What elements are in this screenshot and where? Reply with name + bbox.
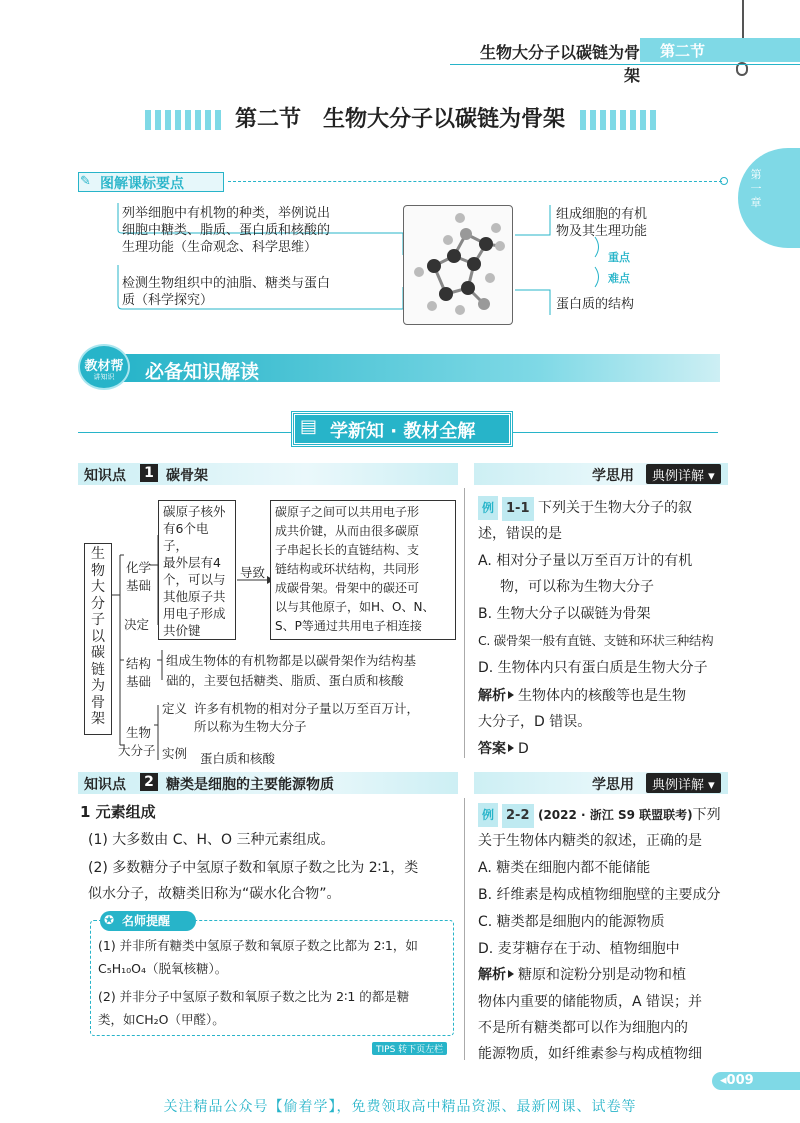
example1-number: 1-1 xyxy=(502,497,534,521)
outline-heading: 图解课标要点 xyxy=(100,176,184,192)
column-divider-1 xyxy=(464,488,465,758)
elements-line-2: (2) 多数糖分子中氢原子数和氧原子数之比为 2∶1，类 xyxy=(88,860,419,876)
leads-to-label: 导致 xyxy=(240,565,266,580)
example1-option-a-cont: 物，可以称为生物大分子 xyxy=(500,579,654,595)
difficult-point-label: 难点 xyxy=(608,272,630,285)
section-title: 第二节 生物大分子以碳链为骨架 xyxy=(234,107,565,132)
diagram-root-char: 生 xyxy=(91,546,105,562)
example1-analysis-line-2: 大分子，D 错误。 xyxy=(478,714,592,730)
kp1-example-button-label: 典例详解 xyxy=(652,469,705,484)
example1-analysis-label: 解析 xyxy=(478,688,506,704)
diagram-root-char: 分 xyxy=(91,595,105,612)
example1-answer xyxy=(478,737,529,761)
kp1-example-button[interactable]: 典例详解 ▾ xyxy=(646,464,721,484)
carbon-skeleton-line: 成共价键，从而由很多碳原 xyxy=(275,524,420,538)
example1-stem-line-2: 述，错误的是 xyxy=(478,526,562,542)
page-number-value: 009 xyxy=(726,1073,754,1088)
carbon-atom-line: 碳原子核外 xyxy=(163,504,226,519)
decide-label: 决定 xyxy=(124,617,150,632)
carbon-skeleton-box xyxy=(270,500,456,640)
column-divider-2 xyxy=(464,798,465,1060)
struct-basis-label-1: 结构 xyxy=(126,656,152,671)
carbon-skeleton-line: 链结构或环状结构，共同形 xyxy=(275,562,420,576)
definition-label: 定义 xyxy=(162,701,188,716)
triangle-icon xyxy=(508,970,514,978)
example1-answer-label: 答案 xyxy=(478,741,506,757)
kp2-title: 糖类是细胞的主要能源物质 xyxy=(166,777,334,793)
carbon-atom-line: 用电子形成 xyxy=(163,606,226,621)
carbon-skeleton-line: 以与其他原子，如H、O、N、 xyxy=(275,600,435,614)
example1-option-d: D. 生物体内只有蛋白质是生物大分子 xyxy=(478,660,708,676)
outline-left-line-4: 检测生物组织中的油脂、糖类与蛋白 xyxy=(122,276,331,291)
molecule-model-icon xyxy=(404,206,512,324)
definition-text-2: 所以称为生物大分子 xyxy=(194,719,307,734)
kp1-bar xyxy=(78,463,458,485)
kp1-label: 知识点 xyxy=(84,468,126,484)
elements-heading-text: 元素组成 xyxy=(95,803,156,821)
tips-label: TIPS xyxy=(376,1045,396,1055)
chapter-side-tab-text: 第一章 xyxy=(750,168,762,209)
carbon-atom-line: 共价键 xyxy=(163,623,201,638)
outline-right-line-5: 蛋白质的结构 xyxy=(556,297,635,312)
elements-heading-number: 1 xyxy=(80,803,91,821)
tips-text: 转下页左栏 xyxy=(398,1045,444,1055)
carbon-atom-line: 个，可以与 xyxy=(163,572,226,587)
example2-stem-line: 下列 xyxy=(692,807,721,823)
teacher-reminder-heading-text: 名师提醒 xyxy=(122,914,171,928)
banner-badge-text: 教材帮 xyxy=(84,359,124,374)
example2-analysis xyxy=(478,963,686,987)
reminder-line-4: 类，如CH₂O（甲醛）。 xyxy=(98,1012,225,1027)
header-section-tag: 第二节 xyxy=(660,42,706,60)
example2-option-a: A. 糖类在细胞内都不能储能 xyxy=(478,860,651,876)
elements-line-3: 似水分子，故糖类旧称为“碳水化合物”。 xyxy=(88,886,341,902)
example2-analysis-line-4: 能源物质，如纤维素参与构成植物细 xyxy=(478,1046,702,1062)
carbon-skeleton-line: 子串起长长的直链结构、支 xyxy=(275,543,420,557)
kp2-example-button[interactable]: 典例详解 ▾ xyxy=(646,773,721,793)
example1-stem xyxy=(478,496,728,521)
carbon-atom-line: 有6个电子， xyxy=(163,521,209,553)
banner-badge-sub: 讲知识 xyxy=(93,373,115,381)
molecule-image xyxy=(403,205,513,325)
outline-dash-line xyxy=(228,181,722,182)
struct-basis-label-2: 基础 xyxy=(126,674,152,689)
header-rule xyxy=(450,64,800,65)
example2-analysis-line: 糖原和淀粉分别是动物和植 xyxy=(518,967,686,983)
example-label: 实例 xyxy=(162,746,188,761)
definition-text-1: 许多有机物的相对分子量以万至百万计， xyxy=(194,701,420,716)
running-title: 生物大分子以碳链为骨架 xyxy=(479,43,640,85)
example2-option-b: B. 纤维素是构成植物细胞壁的主要成分 xyxy=(478,887,721,903)
tips-tag xyxy=(372,1042,447,1055)
kp2-example-button-label: 典例详解 xyxy=(652,778,705,793)
elements-line-1: (1) 大多数由 C、H、O 三种元素组成。 xyxy=(88,832,335,848)
kp2-number: 2 xyxy=(140,773,158,791)
reminder-line-2: C₅H₁₀O₄（脱氧核糖）。 xyxy=(98,961,228,976)
carbon-skeleton-line: 碳原子之间可以共用电子形 xyxy=(275,505,420,519)
footer-note: 关注精品公众号【偷着学】，免费领取高中精品资源、最新网课、试卷等 xyxy=(163,1099,637,1115)
kp2-label: 知识点 xyxy=(84,777,126,793)
outline-left-line-3: 生理功能（生命观念、科学思维） xyxy=(122,240,318,255)
outline-left-line-2: 细胞中糖类、脂质、蛋白质和核酸的 xyxy=(122,223,331,238)
elements-heading xyxy=(80,800,156,824)
carbon-atom-box xyxy=(158,500,236,640)
diagram-root-char: 以 xyxy=(91,628,105,645)
struct-basis-text-2: 础的，主要包括糖类、脂质、蛋白质和核酸 xyxy=(166,673,404,688)
diagram-root-char: 大 xyxy=(91,579,105,595)
diagram-root-char: 架 xyxy=(91,711,105,727)
triangle-icon xyxy=(508,744,514,752)
example1-option-b: B. 生物大分子以碳链为骨架 xyxy=(478,606,651,622)
example2-option-d: D. 麦芽糖存在于动、植物细胞中 xyxy=(478,941,680,957)
diagram-root-char: 碳 xyxy=(91,645,105,661)
example1-stem-line: 下列关于生物大分子的叙 xyxy=(537,500,692,516)
carbon-atom-line: 最外层有4 xyxy=(163,555,221,570)
chem-basis-label-2: 基础 xyxy=(126,578,152,593)
carbon-atom-line: 其他原子共 xyxy=(163,589,226,604)
diagram-root-char: 骨 xyxy=(91,694,105,711)
outline-left-line-5: 质（科学探究） xyxy=(122,293,214,308)
outline-right-line-2: 物及其生理功能 xyxy=(556,224,648,239)
carbon-skeleton-line: 成碳骨架。骨架中的碳还可 xyxy=(275,581,420,595)
kp2-right-label: 学思用 xyxy=(592,777,634,793)
outline-dash-end xyxy=(720,177,728,185)
banner-title: 必备知识解读 xyxy=(145,361,260,383)
example2-option-c: C. 糖类都是细胞内的能源物质 xyxy=(478,914,665,930)
biomacro-label-1: 生物 xyxy=(126,725,152,740)
chem-basis-label-1: 化学 xyxy=(126,560,152,575)
example2-analysis-line-2: 物体内重要的储能物质，A 错误；并 xyxy=(478,994,703,1010)
example1-option-a: A. 相对分子量以万至百万计的有机 xyxy=(478,553,693,569)
reminder-line-3: (2) 并非分子中氢原子数和氧原子数之比为 2∶1 的都是糖 xyxy=(98,989,410,1004)
example2-source: (2022 · 浙江 S9 联盟联考) xyxy=(537,808,693,822)
diagram-root-char: 物 xyxy=(91,562,105,579)
example1-answer-value: D xyxy=(518,741,529,757)
diagram-root-char: 链 xyxy=(91,661,105,678)
outline-left-line-1: 列举细胞中有机物的种类，举例说出 xyxy=(122,206,331,221)
diagram-root xyxy=(84,543,112,735)
key-point-label: 重点 xyxy=(608,251,630,264)
kp1-title: 碳骨架 xyxy=(166,468,208,484)
notebook-icon: ▤ xyxy=(300,416,318,437)
example-text: 蛋白质和核酸 xyxy=(200,751,276,766)
biomacro-label-2: 大分子 xyxy=(118,743,156,758)
diagram-root-char: 为 xyxy=(91,678,105,694)
outline-right-line-1: 组成细胞的有机 xyxy=(556,207,648,222)
learn-new-title: 学新知 · 教材全解 xyxy=(330,421,476,442)
pencil-icon: ✎ xyxy=(80,174,91,189)
example2-stem-line-2: 关于生物体内糖类的叙述，正确的是 xyxy=(478,833,702,849)
example1-tag: 例 xyxy=(478,496,498,520)
triangle-icon xyxy=(508,691,514,699)
carbon-skeleton-line: S、P等通过共用电子相连接 xyxy=(275,619,422,633)
kp1-number: 1 xyxy=(140,464,158,482)
example2-number: 2-2 xyxy=(502,804,534,828)
example2-stem xyxy=(478,803,730,828)
bulb-icon: ✪ xyxy=(104,913,115,927)
example1-option-c: C. 碳骨架一般有直链、支链和环状三种结构 xyxy=(478,633,714,648)
page-number: ◂009 xyxy=(720,1073,754,1088)
example2-analysis-line-3: 不是所有糖类都可以作为细胞内的 xyxy=(478,1020,688,1036)
example2-tag: 例 xyxy=(478,803,498,827)
example2-analysis-label: 解析 xyxy=(478,967,506,983)
example1-analysis-line: 生物体内的核酸等也是生物 xyxy=(518,688,686,704)
kp1-right-label: 学思用 xyxy=(592,468,634,484)
reminder-line-1: (1) 并非所有糖类中氢原子数和氧原子数之比都为 2∶1，如 xyxy=(98,938,418,953)
teacher-reminder-heading xyxy=(100,911,196,931)
example1-analysis xyxy=(478,684,686,708)
struct-basis-text-1: 组成生物体的有机物都是以碳骨架作为结构基 xyxy=(166,653,417,668)
diagram-root-char: 子 xyxy=(91,612,105,628)
